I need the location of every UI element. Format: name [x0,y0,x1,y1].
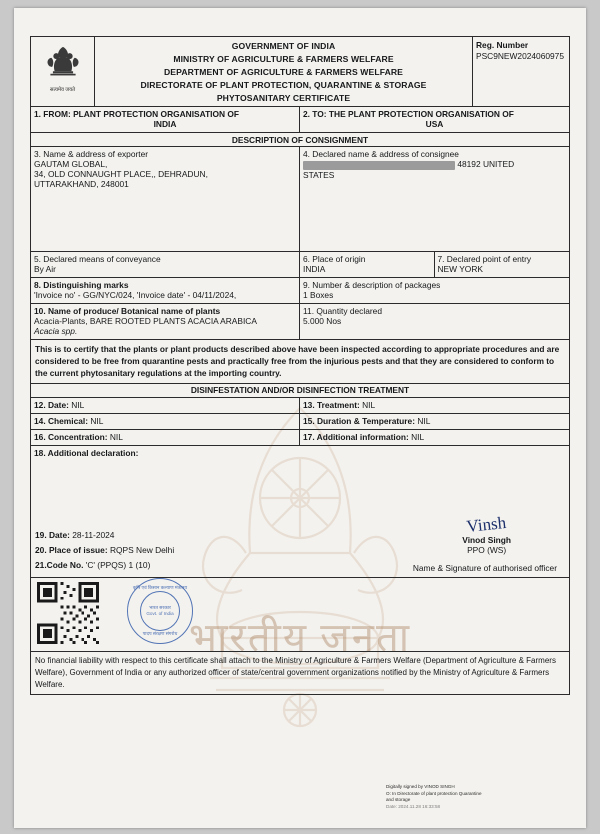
exporter-line-2: 34, OLD CONNAUGHT PLACE,, DEHRADUN, [34,169,208,180]
digital-signature-block [386,784,482,811]
conveyance-label: 5. Declared means of conveyance [34,254,161,265]
quantity-value: 5.000 Nos [303,316,342,327]
certificate-page [14,8,586,828]
reg-number-label: Reg. Number [476,40,529,50]
entry-label: 7. Declared point of entry [437,254,532,265]
treatment-type-value: NIL [362,399,376,410]
stamp-inner-line-1: भारत सरकार [149,604,171,610]
quantity-label: 11. Quantity declared [303,306,382,317]
treatment-date-value: NIL [71,399,85,410]
digital-signature-line-2: O: In Directorate of plant protection Quarantine [386,790,482,796]
entry-value: NEW YORK [437,264,483,275]
qr-code-icon [37,582,99,644]
watermark-text: भारतीय जनता [188,615,412,660]
national-emblem-icon [31,37,95,106]
marks-label: 8. Distinguishing marks [34,280,129,291]
consignee-redacted-line [303,159,566,169]
produce-botanical-name: Acacia spp. [34,326,78,337]
stamp-zone [31,578,569,652]
exporter-label: 3. Name & address of exporter [34,149,149,160]
exporter-block [31,147,300,251]
signature-area [31,461,569,577]
treatment-chemical-value: NIL [90,415,104,426]
certification-statement: This is to certify that the plants or plant products described above have been inspected according to appropriate procedures and are considered to be free from quarantine pests and practically free from the injurious pests and that they are considered to conform to the current phytosanitary regulations at the importing country. [31,340,569,383]
to-label: 2. TO: THE PLANT PROTECTION ORGANISATION OF [303,109,514,120]
entry-block [435,252,570,277]
origin-label: 6. Place of origin [303,254,366,265]
issue-details [35,528,174,572]
produce-label: 10. Name of produce/ Botanical name of plants [34,306,221,317]
reg-number-value: PSC9NEW2024060975 [476,51,564,61]
treatment-row-2 [31,414,569,430]
treatment-band: DISINFESTATION AND/OR DISINFECTION TREATMENT [31,384,569,398]
conveyance-origin-entry-row [31,252,569,278]
treatment-row-1 [31,398,569,414]
conveyance-value: By Air [34,264,56,275]
from-label: 1. FROM: PLANT PROTECTION ORGANISATION OF [34,109,240,120]
treatment-chemical [31,414,300,429]
title-line-1: GOVERNMENT OF INDIA [231,41,336,51]
digital-signature-line-3: and storage [386,797,411,803]
code-number-label: 21.Code No. [35,559,84,570]
issue-place-value: RQPS New Delhi [109,545,175,556]
officer-designation: PPO (WS) [467,544,507,555]
issue-place-label: 20. Place of issue: [35,545,108,556]
code-number [35,558,174,573]
title-block [95,37,473,106]
digital-signature-line-1: Digitally signed by VINOD SINGH [386,784,455,789]
registration-number [473,37,569,106]
to-organisation [300,107,569,132]
phytosanitary-certificate [30,36,570,695]
treatment-additional-info-value: NIL [411,431,425,442]
liability-disclaimer: No financial liability with respect to this certificate shall attach to the Ministry of Agriculture & Farmers Welfare (Department of Agriculture & Farmers Welfare), Government of India or any authorized officer of state/central government organizations notified by the Ministry of Agriculture & Farmers Welfare. [35,655,556,689]
marks-value: 'Invoice no' - GG/NYC/024, 'Invoice date' - 04/11/2024, [34,290,237,301]
title-line-5: PHYTOSANITARY CERTIFICATE [216,92,351,103]
consignee-block [300,147,569,251]
produce-block [31,304,300,339]
marks-packages-row [31,278,569,304]
issue-date-label: 19. Date: [35,530,70,541]
exporter-line-3: UTTARAKHAND, 248001 [34,179,129,190]
treatment-chemical-label: 14. Chemical: [34,415,88,426]
officer-signature [462,512,511,555]
produce-value: Acacia-Plants, BARE ROOTED PLANTS ACACIA ARABICA [34,316,257,327]
additional-declaration-label: 18. Additional declaration: [34,447,139,458]
exporter-line-1: GAUTAM GLOBAL, [34,159,108,170]
treatment-type [300,398,569,413]
treatment-additional-info [300,430,569,445]
treatment-duration [300,414,569,429]
consignment-band: DESCRIPTION OF CONSIGNMENT [31,133,569,147]
document-header [31,37,569,107]
from-organisation [31,107,300,132]
stamp-inner [140,591,180,631]
treatment-concentration-value: NIL [109,431,123,442]
handwritten-signature: Vinsh [465,512,508,536]
title-line-4: DIRECTORATE OF PLANT PROTECTION, QUARANTINE & STORAGE [140,79,427,90]
packages-block [300,278,569,303]
treatment-duration-value: NIL [417,415,431,426]
exporter-consignee-row [31,147,569,252]
title-line-3: DEPARTMENT OF AGRICULTURE & FARMERS WELFARE [163,66,404,77]
origin-block [300,252,435,277]
consignee-label: 4. Declared name & address of consignee [303,149,459,160]
conveyance-block [31,252,300,277]
quantity-block [300,304,569,339]
consignee-zip: 48192 UNITED [457,159,515,170]
produce-quantity-row [31,304,569,340]
treatment-duration-label: 15. Duration & Temperature: [303,415,415,426]
treatment-date [31,398,300,413]
emblem-caption: सत्यमेव जयते [49,87,76,93]
to-value: USA [425,119,444,130]
stamp-line-2: पादप संरक्षण संगरोध [142,630,178,636]
stamp-line-1: कृषि एवं किसान कल्याण मंत्रालय [132,584,188,590]
treatment-concentration-label: 16. Concentration: [34,431,108,442]
digital-signature-line-4: Date: 2024.11.28 16:33:58 [386,803,441,809]
additional-declaration-block [31,446,569,578]
from-value: INDIA [153,119,177,130]
origin-value: INDIA [303,264,326,275]
issue-date-value: 28-11-2024 [72,530,115,541]
treatment-date-label: 12. Date: [34,399,69,410]
treatment-type-label: 13. Treatment: [303,399,360,410]
treatment-additional-info-label: 17. Additional information: [303,431,409,442]
issue-date [35,528,174,543]
officer-name: Vinod Singh [462,534,511,545]
stamp-inner-line-2: Govt. of India [146,610,174,616]
code-number-value: 'C' (PPQS) 1 (10) [85,559,151,570]
redaction-bar [303,161,455,170]
consignee-line-2: STATES [303,169,335,180]
treatment-concentration [31,430,300,445]
treatment-row-3 [31,430,569,446]
authorised-officer-caption: Name & Signature of authorised officer [412,562,557,573]
from-to-row [31,107,569,133]
issue-place [35,543,174,558]
official-round-stamp [127,578,193,644]
title-line-2: MINISTRY OF AGRICULTURE & FARMERS WELFARE [173,53,394,64]
packages-value: 1 Boxes [303,290,334,301]
packages-label: 9. Number & description of packages [303,280,441,291]
marks-block [31,278,300,303]
